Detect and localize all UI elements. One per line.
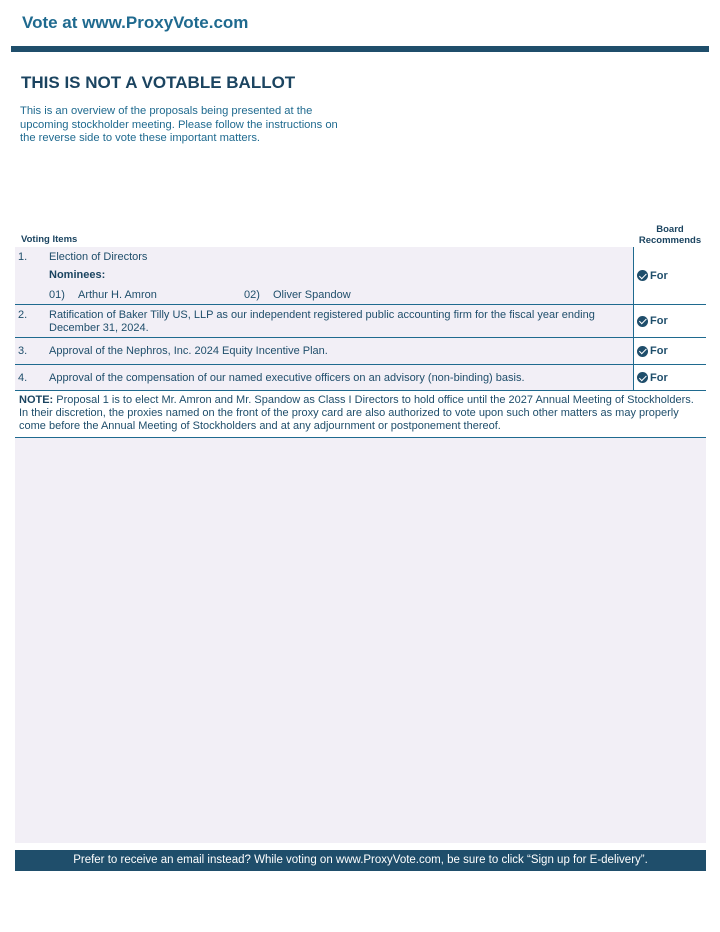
item-number: 2. (18, 309, 28, 321)
item-number: 4. (18, 372, 28, 384)
note-label: NOTE: (19, 394, 54, 406)
item-number: 3. (18, 345, 28, 357)
check-circle-icon (637, 372, 648, 383)
recommendation-cell (633, 365, 706, 390)
recommendation-cell (633, 247, 706, 304)
recommendation-cell (633, 305, 706, 337)
check-circle-icon (637, 346, 648, 357)
recommendation-cell (633, 338, 706, 364)
check-circle-icon (637, 270, 648, 281)
voting-item-row-3 (15, 338, 706, 365)
nominee-name: Arthur H. Amron (78, 289, 157, 301)
voting-item-row-4 (15, 365, 706, 391)
item-text: Approval of the Nephros, Inc. 2024 Equity Incentive Plan. (49, 345, 328, 357)
recommendation (637, 315, 668, 327)
item-text: Approval of the compensation of our named executive officers on an advisory (non-binding) basis. (49, 372, 525, 384)
nominee-name: Oliver Spandow (273, 289, 351, 301)
recommendation-label: For (650, 371, 668, 384)
nominees-label: Nominees: (49, 269, 106, 281)
recommends-label: Recommends (638, 235, 702, 246)
item-text: Election of Directors (49, 251, 148, 263)
nominee-number: 02) (244, 289, 260, 301)
item-text: Ratification of Baker Tilly US, LLP as our independent registered public accounting firm for the fiscal year ending December 31, 2024. (49, 309, 595, 334)
note-text: Proposal 1 is to elect Mr. Amron and Mr. Spandow as Class I Directors to hold office until the 2027 Annual Meeting of Stockholders. In their discretion, the proxies named on the front of the proxy card are also authorized to vote upon such other matters as may properly come before the Annual Meeting of Stockholders and at any adjournment or postponement thereof. (19, 394, 694, 432)
column-header-voting-items: Voting Items (21, 234, 78, 245)
header-rule (11, 46, 709, 52)
column-header-board-recommends (633, 224, 707, 246)
recommendation (637, 345, 668, 357)
intro-text: This is an overview of the proposals being presented at the upcoming stockholder meeting. Please follow the instructions on the reverse side to vote these important matters. (20, 105, 338, 144)
footer-bar: Prefer to receive an email instead? While voting on www.ProxyVote.com, be sure to click “Sign up for E-delivery”. (15, 850, 706, 871)
ballot-heading: THIS IS NOT A VOTABLE BALLOT (21, 73, 296, 92)
recommendation (637, 372, 668, 384)
recommendation (637, 270, 668, 282)
recommendation-label: For (650, 315, 668, 327)
item-number: 1. (18, 251, 28, 263)
board-label: Board (656, 224, 684, 235)
header-title[interactable]: Vote at www.ProxyVote.com (22, 13, 249, 32)
voting-item-row-1 (15, 247, 706, 305)
recommendation-label: For (650, 345, 668, 357)
check-circle-icon (637, 316, 648, 327)
voting-item-row-2 (15, 305, 706, 338)
recommendation-label: For (650, 269, 668, 282)
nominee-number: 01) (49, 289, 65, 301)
note-block (15, 391, 706, 438)
